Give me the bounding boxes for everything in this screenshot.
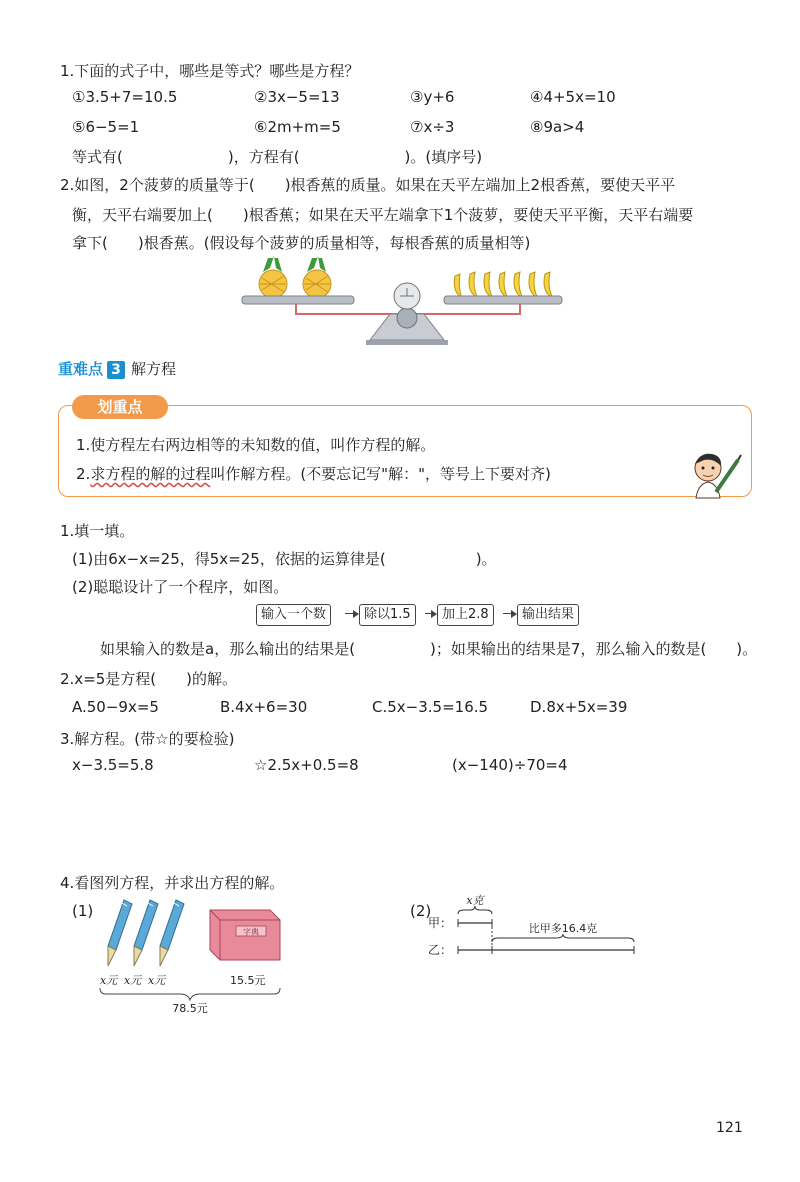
q1-item-7: ⑦x÷3	[410, 118, 455, 136]
dictionary-book-icon	[210, 910, 280, 960]
book-price-label: 15.5元	[230, 974, 266, 987]
total-price-label: 78.5元	[172, 1002, 208, 1014]
pen-price-label-1: x元	[100, 974, 118, 987]
ex4-part2-label: (2)	[410, 902, 432, 920]
jia-label: 甲：	[428, 916, 453, 930]
x-gram-label: x克	[466, 894, 484, 907]
q1-item-6: ⑥2m+m=5	[254, 118, 341, 136]
key-point-2-emphasis: 求方程的解的过程	[90, 465, 211, 483]
q1-item-3: ③y+6	[410, 88, 455, 106]
bananas-icon	[454, 272, 553, 298]
section-title: 解方程	[131, 360, 177, 378]
section-number-badge: 3	[107, 361, 125, 379]
fountain-pen-icon	[134, 900, 158, 966]
ex2-option-b: B.4x+6=30	[220, 698, 308, 716]
flow-arrow-icon	[425, 613, 435, 614]
ex3-eq-2: ☆2.5x+0.5=8	[254, 756, 359, 774]
segment-diagram	[428, 894, 648, 964]
balance-scale-illustration	[230, 252, 580, 348]
ex1-sub2-question: 如果输入的数是a，那么输出的结果是( )；如果输出的结果是7，那么输入的数是( )。	[100, 640, 758, 658]
flow-step-divide: 除以1.5	[359, 604, 416, 626]
q1-fill: 等式有( )，方程有( )。(填序号)	[72, 148, 483, 166]
q1-item-4: ④4+5x=10	[530, 88, 616, 106]
key-point-2-prefix: 2.	[76, 465, 91, 483]
ex2-title: 2.x=5是方程( )的解。	[60, 670, 238, 688]
ex1-sub2: (2)聪聪设计了一个程序，如图。	[72, 578, 289, 596]
page-number: 121	[716, 1120, 743, 1136]
pineapple-icon	[303, 256, 331, 298]
key-point-1: 1.使方程左右两边相等的未知数的值，叫作方程的解。	[76, 436, 436, 454]
ex2-option-a: A.50−9x=5	[72, 698, 159, 716]
q1-item-2: ②3x−5=13	[254, 88, 340, 106]
pens-and-dictionary-illustration	[98, 894, 288, 1014]
pen-price-label-3: x元	[148, 974, 166, 987]
ex1-sub1: (1)由6x−x=25，得5x=25，依据的运算律是( )。	[72, 550, 497, 568]
flow-step-input: 输入一个数	[256, 604, 331, 626]
q1-item-5: ⑤6−5=1	[72, 118, 140, 136]
q1-title: 1.下面的式子中，哪些是等式？哪些是方程？	[60, 62, 360, 80]
more-than-jia-label: 比甲多16.4克	[528, 922, 598, 935]
flow-arrow-icon	[503, 613, 515, 614]
q1-item-8: ⑧9a>4	[530, 118, 585, 136]
boy-with-pencil-icon	[686, 448, 742, 500]
flow-step-add: 加上2.8	[437, 604, 494, 626]
yi-label: 乙：	[428, 943, 453, 957]
dictionary-cover-label: 字典	[243, 927, 259, 937]
ex3-eq-1: x−3.5=5.8	[72, 756, 154, 774]
q2-line-2: 衡，天平右端要加上( )根香蕉；如果在天平左端拿下1个菠萝，要使天平平衡，天平右端要	[72, 206, 694, 224]
ex2-option-c: C.5x−3.5=16.5	[372, 698, 489, 716]
flow-step-output: 输出结果	[517, 604, 579, 626]
q2-line-3: 拿下( )根香蕉。(假设每个菠萝的质量相等，每根香蕉的质量相等)	[72, 234, 531, 252]
ex1-title: 1.填一填。	[60, 522, 135, 540]
ex3-eq-3: (x−140)÷70=4	[452, 756, 568, 774]
key-points-tag: 划重点	[72, 395, 168, 419]
ex3-title: 3.解方程。(带☆的要检验)	[60, 730, 235, 748]
pineapple-icon	[259, 256, 287, 298]
key-point-2	[76, 463, 551, 484]
key-point-2-rest: 叫作解方程。(不要忘记写"解："，等号上下要对齐)	[210, 465, 551, 483]
ex4-title: 4.看图列方程，并求出方程的解。	[60, 874, 285, 892]
ex4-part1-label: (1)	[72, 902, 94, 920]
section-label: 重难点	[58, 360, 104, 378]
fountain-pen-icon	[160, 900, 184, 966]
ex2-option-d: D.8x+5x=39	[530, 698, 628, 716]
fountain-pen-icon	[108, 900, 132, 966]
section-header	[58, 358, 176, 379]
flow-arrow-icon	[345, 613, 357, 614]
q2-line-1: 2.如图，2个菠萝的质量等于( )根香蕉的质量。如果在天平左端加上2根香蕉，要使天平平	[60, 176, 676, 194]
q1-item-1: ①3.5+7=10.5	[72, 88, 178, 106]
pen-price-label-2: x元	[124, 974, 142, 987]
